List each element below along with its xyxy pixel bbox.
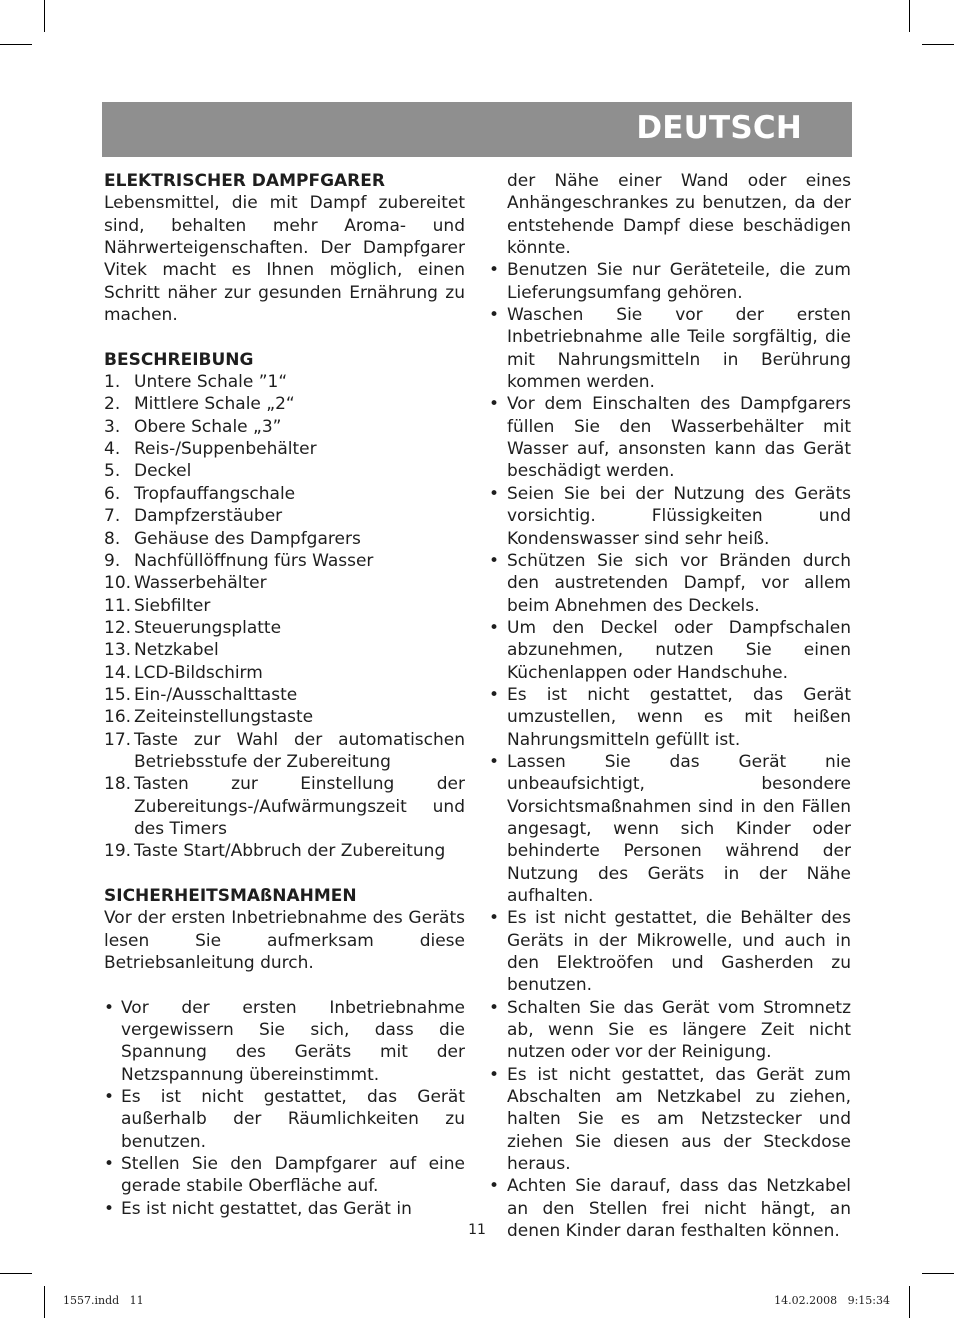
bullet-icon: • — [489, 997, 500, 1018]
parts-list-text: Tropfauffangschale — [134, 483, 296, 504]
parts-list-text: Steuerungsplatte — [134, 617, 282, 638]
parts-list-number: 11. — [104, 595, 132, 616]
bullet-item — [489, 483, 851, 550]
parts-list-number: 8. — [104, 528, 121, 549]
bullet-text: Seien Sie bei der Nutzung des Geräts vorsichtig. Flüssigkeiten und Kondenswasser sind sehr heiß. — [507, 483, 851, 549]
parts-list-item — [104, 416, 465, 438]
parts-list-number: 9. — [104, 550, 121, 571]
parts-list-item — [104, 662, 465, 684]
parts-list-number: 13. — [104, 640, 132, 661]
page-number: 11 — [468, 1222, 486, 1238]
parts-list-item — [104, 639, 465, 661]
parts-list-text: Taste zur Wahl der automatischen Betriebsstufe der Zubereitung — [134, 729, 465, 772]
bullet-item — [489, 550, 851, 617]
bullet-icon: • — [489, 260, 500, 281]
bullet-item — [104, 1086, 465, 1153]
parts-list-number: 2. — [104, 394, 121, 415]
bullet-icon: • — [489, 394, 500, 415]
parts-list-text: Deckel — [134, 461, 192, 482]
bullet-icon: • — [489, 483, 500, 504]
bullet-icon: • — [104, 997, 115, 1018]
parts-list-number: 3. — [104, 416, 121, 437]
bullet-text: Es ist nicht gestattet, das Gerät außerhalb der Räumlichkeiten zu benutzen. — [121, 1087, 465, 1152]
footer-datetime: 14.02.2008 9:15:34 — [774, 1294, 890, 1307]
bullet-item — [104, 1198, 465, 1220]
parts-list-text: Zeiteinstellungstaste — [134, 707, 314, 728]
crop-mark — [922, 44, 954, 45]
bullet-item — [489, 259, 851, 304]
parts-list-text: Taste Start/Abbruch der Zubereitung — [134, 841, 446, 862]
crop-mark — [922, 1273, 954, 1274]
crop-mark — [0, 1273, 32, 1274]
parts-list-number: 1. — [104, 372, 121, 393]
bullet-item — [489, 1064, 851, 1176]
intro-paragraph: Lebensmittel, die mit Dampf zubereitet sind, behalten mehr Aroma- und Nährwerteigenschaften. Der Dampfgarer Vitek macht es Ihnen möglich, einen Schritt näher zur gesunden Ernährung zu machen. — [104, 193, 465, 326]
parts-list-text: Ein-/Ausschalttaste — [134, 684, 298, 705]
parts-list-number: 6. — [104, 483, 121, 504]
parts-list-text: Dampfzerstäuber — [134, 506, 283, 527]
safety-bullet-list-continued — [489, 259, 851, 1242]
parts-list-item — [104, 617, 465, 639]
parts-list-number: 16. — [104, 707, 132, 728]
crop-mark — [44, 1286, 45, 1318]
parts-list-number: 19. — [104, 841, 132, 862]
continuation-paragraph: der Nähe einer Wand oder eines Anhängeschrankes zu benutzen, da der entstehende Dampf diese beschädigen könnte. — [507, 171, 851, 259]
parts-list-number: 4. — [104, 439, 121, 460]
parts-list-item — [104, 528, 465, 550]
safety-intro-paragraph: Vor der ersten Inbetriebnahme des Geräts lesen Sie aufmerksam diese Betriebsanleitung durch. — [104, 908, 465, 974]
bullet-icon: • — [489, 617, 500, 638]
parts-list-item — [104, 393, 465, 415]
bullet-text: Schalten Sie das Gerät vom Stromnetz ab, wenn Sie es längere Zeit nicht nutzen oder vor der Reinigung. — [507, 997, 851, 1063]
parts-list-item — [104, 840, 465, 862]
crop-mark — [0, 44, 32, 45]
parts-list-text: Obere Schale „3” — [134, 416, 282, 437]
bullet-text: Es ist nicht gestattet, das Gerät in — [121, 1198, 412, 1219]
parts-list-text: Tasten zur Einstellung der Zubereitungs-/Aufwärmungszeit und des Timers — [134, 774, 465, 839]
bullet-icon: • — [489, 684, 500, 705]
bullet-text: Achten Sie darauf, dass das Netzkabel an den Stellen frei nicht hängt, an denen Kinder daran festhalten können. — [507, 1176, 851, 1242]
parts-list-item — [104, 773, 465, 840]
bullet-text: Schützen Sie sich vor Bränden durch den austretenden Dampf, vor allem beim Abnehmen des Deckels. — [507, 550, 851, 616]
bullet-icon: • — [489, 751, 500, 772]
parts-list-number: 17. — [104, 729, 132, 750]
parts-list-text: Reis-/Suppenbehälter — [134, 439, 317, 460]
bullet-text: Um den Deckel oder Dampfschalen abzunehmen, nutzen Sie einen Küchenlappen oder Handschuhe. — [507, 617, 851, 683]
parts-list-text: Mittlere Schale „2“ — [134, 394, 295, 415]
bullet-text: Vor der ersten Inbetriebnahme vergewissern Sie sich, dass die Spannung des Geräts mit der Netzspannung übereinstimmt. — [121, 997, 465, 1085]
bullet-item — [104, 997, 465, 1086]
crop-mark — [909, 0, 910, 32]
bullet-item — [489, 617, 851, 684]
parts-list-item — [104, 505, 465, 527]
parts-list-number: 15. — [104, 684, 132, 705]
parts-list-number: 18. — [104, 774, 132, 795]
parts-list-text: Siebfilter — [134, 595, 211, 616]
bullet-text: Benutzen Sie nur Geräteteile, die zum Lieferungsumfang gehören. — [507, 260, 851, 303]
footer-file-info: 1557.indd 11 — [63, 1294, 144, 1307]
bullet-icon: • — [489, 1064, 500, 1085]
parts-list-item — [104, 684, 465, 706]
bullet-icon: • — [104, 1198, 115, 1219]
bullet-item — [104, 1153, 465, 1198]
bullet-item — [489, 907, 851, 996]
parts-list-number: 14. — [104, 662, 132, 683]
bullet-item — [489, 393, 851, 482]
parts-list-item — [104, 483, 465, 505]
parts-list-text: Netzkabel — [134, 640, 219, 661]
parts-list-number: 12. — [104, 617, 132, 638]
language-title: DEUTSCH — [636, 110, 802, 146]
bullet-text: Vor dem Einschalten des Dampfgarers füllen Sie den Wasserbehälter mit Wasser auf, ansonsten kann das Gerät beschädigt werden. — [507, 394, 851, 482]
parts-list-item — [104, 371, 465, 393]
parts-list-text: Gehäuse des Dampfgarers — [134, 528, 361, 549]
bullet-text: Es ist nicht gestattet, das Gerät umzustellen, wenn es mit heißen Nahrungsmitteln gefüllt ist. — [507, 684, 851, 750]
crop-mark — [44, 0, 45, 32]
parts-list-item — [104, 438, 465, 460]
parts-list-number: 7. — [104, 506, 121, 527]
bullet-icon: • — [489, 1176, 500, 1197]
section-heading-description: BESCHREIBUNG — [104, 349, 254, 370]
bullet-icon: • — [489, 550, 500, 571]
bullet-text: Waschen Sie vor der ersten Inbetriebnahme alle Teile sorgfältig, die mit Nahrungsmitteln in Berührung kommen werden. — [507, 305, 851, 393]
safety-bullet-list — [104, 997, 465, 1220]
bullet-icon: • — [489, 908, 500, 929]
section-heading-product: ELEKTRISCHER DAMPFGARER — [104, 171, 385, 191]
section-heading-safety: SICHERHEITSMAßNAHMEN — [104, 886, 357, 906]
parts-list-item — [104, 729, 465, 774]
parts-list-item — [104, 595, 465, 617]
parts-list-item — [104, 550, 465, 572]
crop-mark — [909, 1286, 910, 1318]
parts-list-number: 10. — [104, 573, 132, 594]
parts-list-text: LCD-Bildschirm — [134, 662, 263, 683]
bullet-icon: • — [104, 1087, 115, 1108]
left-column — [104, 170, 465, 1220]
parts-list-text: Wasserbehälter — [134, 573, 267, 594]
parts-list — [104, 371, 465, 863]
bullet-item — [489, 751, 851, 907]
parts-list-item — [104, 572, 465, 594]
parts-list-text: Nachfüllöffnung fürs Wasser — [134, 550, 374, 571]
parts-list-item — [104, 706, 465, 728]
bullet-text: Es ist nicht gestattet, das Gerät zum Abschalten am Netzkabel zu ziehen, halten Sie es am Netzstecker und ziehen Sie diesen aus der Steckdose heraus. — [507, 1064, 851, 1175]
right-column — [489, 170, 851, 1243]
bullet-text: Es ist nicht gestattet, die Behälter des Geräts in der Mikrowelle, und auch in den Elektroöfen und Gasherden zu benutzen. — [507, 908, 851, 996]
bullet-item — [489, 997, 851, 1064]
bullet-icon: • — [104, 1154, 115, 1175]
parts-list-item — [104, 460, 465, 482]
bullet-icon: • — [489, 305, 500, 326]
bullet-item — [489, 684, 851, 751]
language-header-bar — [102, 102, 852, 157]
parts-list-text: Untere Schale ”1“ — [134, 372, 288, 393]
bullet-item — [489, 304, 851, 393]
bullet-text: Stellen Sie den Dampfgarer auf eine gerade stabile Oberfläche auf. — [121, 1154, 465, 1197]
parts-list-number: 5. — [104, 461, 121, 482]
bullet-text: Lassen Sie das Gerät nie unbeaufsichtigt, besondere Vorsichtsmaßnahmen sind in den Fällen angesagt, wenn sich Kinder oder behinderte Personen während der Nutzung des Geräts in der Nähe aufhalten. — [507, 751, 851, 906]
